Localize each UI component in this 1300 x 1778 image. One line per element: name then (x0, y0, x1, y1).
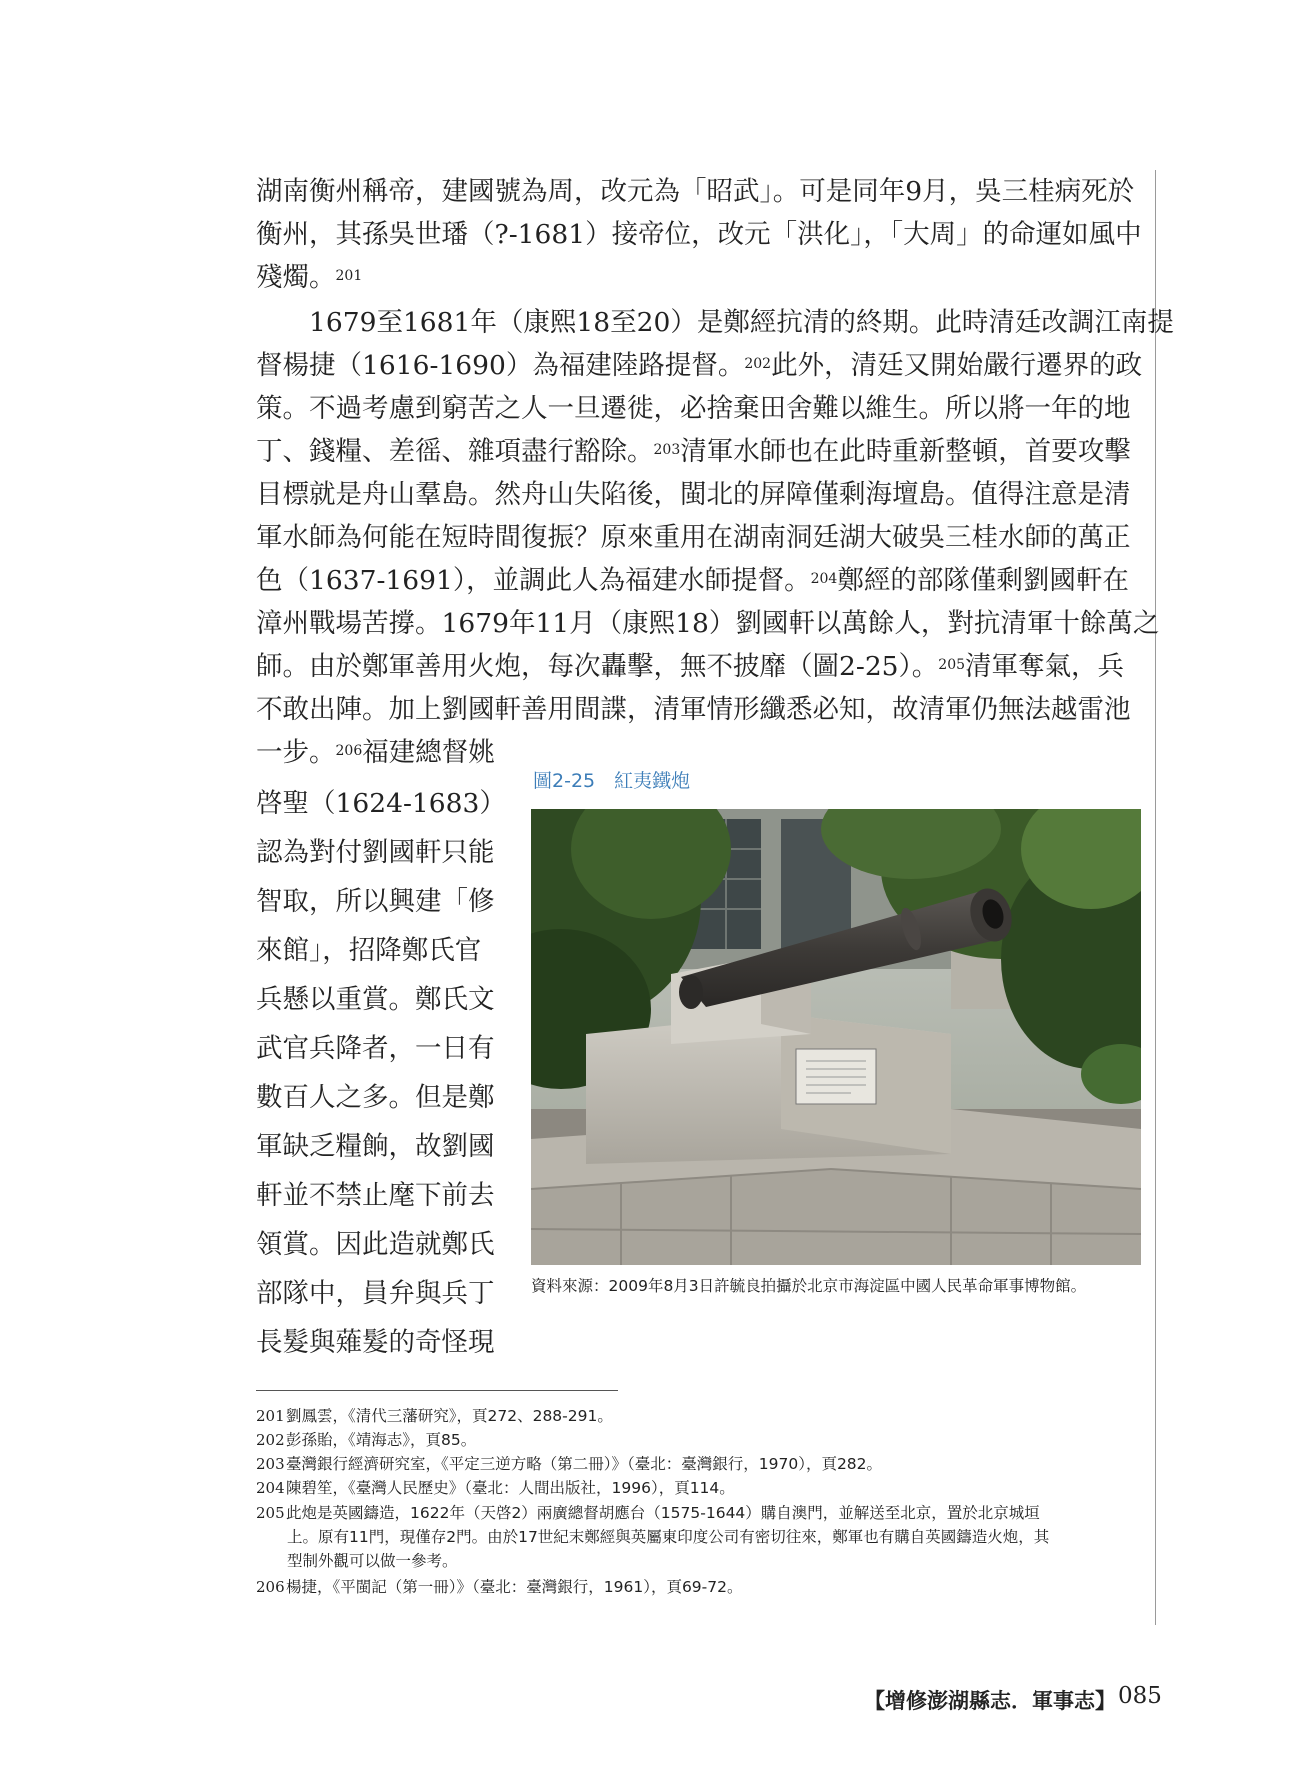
body-line-5 (256, 347, 1142, 385)
footnote-ref-205[interactable]: 205 (938, 657, 966, 673)
body-text: 清軍奪氣，兵 (965, 651, 1125, 682)
footnote-text: 彭孫貽，《靖海志》，頁85。 (286, 1431, 477, 1449)
body-line-7 (256, 433, 1131, 471)
body-line-6: 策。不過考慮到窮苦之人一旦遷徙，必捨棄田舍難以維生。所以將一年的地 (256, 393, 1131, 424)
narrow-line-2: 啓聖（1624-1683） (256, 788, 506, 819)
body-line-13: 不敢出陣。加上劉國軒善用間諜，清軍情形纖悉必知，故清軍仍無法越雷池 (256, 694, 1131, 725)
narrow-line-10: 軒並不禁止麾下前去 (256, 1180, 495, 1211)
footnote-text: 陳碧笙，《臺灣人民歷史》（臺北：人間出版社，1996），頁114。 (286, 1479, 735, 1497)
footnote-ref-201[interactable]: 201 (335, 268, 363, 284)
narrow-line-13: 長髮與薙髮的奇怪現 (256, 1327, 495, 1358)
body-text: 福建總督姚 (362, 737, 495, 768)
body-line-10 (256, 562, 1129, 600)
body-line-1: 湖南衡州稱帝，建國號為周，改元為「昭武」。可是同年9月，吳三桂病死於 (256, 176, 1135, 207)
body-line-11: 漳州戰場苦撐。1679年11月（康熙18）劉國軒以萬餘人，對抗清軍十餘萬之 (256, 608, 1160, 639)
footnote-205-cont-1: 上。原有11門，現僅存2門。由於17世紀末鄭經與英屬東印度公司有密切往來，鄭軍也有購自英國鑄造火炮，其 (287, 1528, 1050, 1546)
footnote-number: 202 (256, 1431, 285, 1449)
body-line-12 (256, 648, 1124, 686)
footnote-ref-206[interactable]: 206 (335, 743, 363, 759)
narrow-line-7: 武官兵降者，一日有 (256, 1033, 495, 1064)
footnote-ref-203[interactable]: 203 (653, 442, 681, 458)
footnote-number: 203 (256, 1455, 285, 1473)
narrow-line-8: 數百人之多。但是鄭 (256, 1082, 495, 1113)
cannon-photo (531, 809, 1141, 1265)
figure-title: 圖2-25 紅夷鐵炮 (533, 770, 691, 792)
footnote-number: 201 (256, 1407, 285, 1425)
body-text: 殘燭。 (256, 262, 336, 293)
footnote-202 (256, 1428, 476, 1452)
narrow-line-11: 領賞。因此造就鄭氏 (256, 1229, 495, 1260)
footnote-number: 204 (256, 1479, 285, 1497)
footnote-205 (256, 1501, 1040, 1525)
body-text: 一步。 (256, 737, 336, 768)
narrow-line-4: 智取，所以興建「修 (256, 886, 495, 917)
body-text: 督楊捷（1616-1690）為福建陸路提督。 (256, 350, 745, 381)
running-head: 【增修澎湖縣志．軍事志】 (864, 1688, 1116, 1713)
body-text: 色（1637-1691），並調此人為福建水師提督。 (256, 565, 811, 596)
narrow-line-1 (256, 734, 495, 772)
body-line-2: 衡州，其孫吳世璠（?-1681）接帝位，改元「洪化」，「大周」的命運如風中 (256, 219, 1142, 250)
footnote-203 (256, 1452, 882, 1476)
body-line-3 (256, 259, 362, 297)
footnote-text: 楊捷，《平閩記（第一冊）》（臺北：臺灣銀行，1961），頁69-72。 (286, 1578, 743, 1596)
body-text: 師。由於鄭軍善用火炮，每次轟擊，無不披靡（圖2-25）。 (256, 651, 939, 682)
page-number: 085 (1118, 1683, 1162, 1709)
narrow-line-5: 來館」，招降鄭氏官 (256, 935, 482, 966)
body-text: 丁、錢糧、差徭、雜項盡行豁除。 (256, 436, 654, 467)
footnote-number: 206 (256, 1578, 285, 1596)
narrow-line-3: 認為對付劉國軒只能 (256, 837, 495, 868)
body-text: 清軍水師也在此時重新整頓，首要攻擊 (680, 436, 1131, 467)
body-line-9: 軍水師為何能在短時間復振？原來重用在湖南洞廷湖大破吳三桂水師的萬正 (256, 522, 1131, 553)
figure-caption: 資料來源：2009年8月3日許毓良拍攝於北京市海淀區中國人民革命軍事博物館。 (531, 1277, 1087, 1295)
footnote-separator (256, 1390, 618, 1391)
body-text: 此外，清廷又開始嚴行遷界的政 (771, 350, 1143, 381)
footnote-205-cont-2: 型制外觀可以做一參考。 (287, 1552, 458, 1570)
narrow-line-6: 兵懸以重賞。鄭氏文 (256, 984, 495, 1015)
narrow-line-9: 軍缺乏糧餉，故劉國 (256, 1131, 495, 1162)
narrow-line-12: 部隊中，員弁與兵丁 (256, 1278, 495, 1309)
footnote-ref-204[interactable]: 204 (810, 571, 838, 587)
footnote-ref-202[interactable]: 202 (744, 356, 772, 372)
footnote-number: 205 (256, 1504, 285, 1522)
footnote-204 (256, 1476, 735, 1500)
body-text: 鄭經的部隊僅剩劉國軒在 (837, 565, 1129, 596)
footnote-text: 此炮是英國鑄造，1622年（天啓2）兩廣總督胡應台（1575-1644）購自澳門，並解送至北京，置於北京城垣 (286, 1504, 1040, 1522)
footnote-201 (256, 1404, 613, 1428)
body-line-8: 目標就是舟山羣島。然舟山失陷後，閩北的屏障僅剩海壇島。值得注意是清 (256, 479, 1131, 510)
body-line-4: 1679至1681年（康熙18至20）是鄭經抗清的終期。此時清廷改調江南提 (256, 307, 1174, 338)
margin-rule (1155, 170, 1156, 1625)
footnote-text: 臺灣銀行經濟研究室，《平定三逆方略（第二冊）》（臺北：臺灣銀行，1970），頁282。 (286, 1455, 883, 1473)
footnote-206 (256, 1575, 743, 1599)
footnote-text: 劉鳳雲，《清代三藩研究》，頁272、288-291。 (286, 1407, 613, 1425)
